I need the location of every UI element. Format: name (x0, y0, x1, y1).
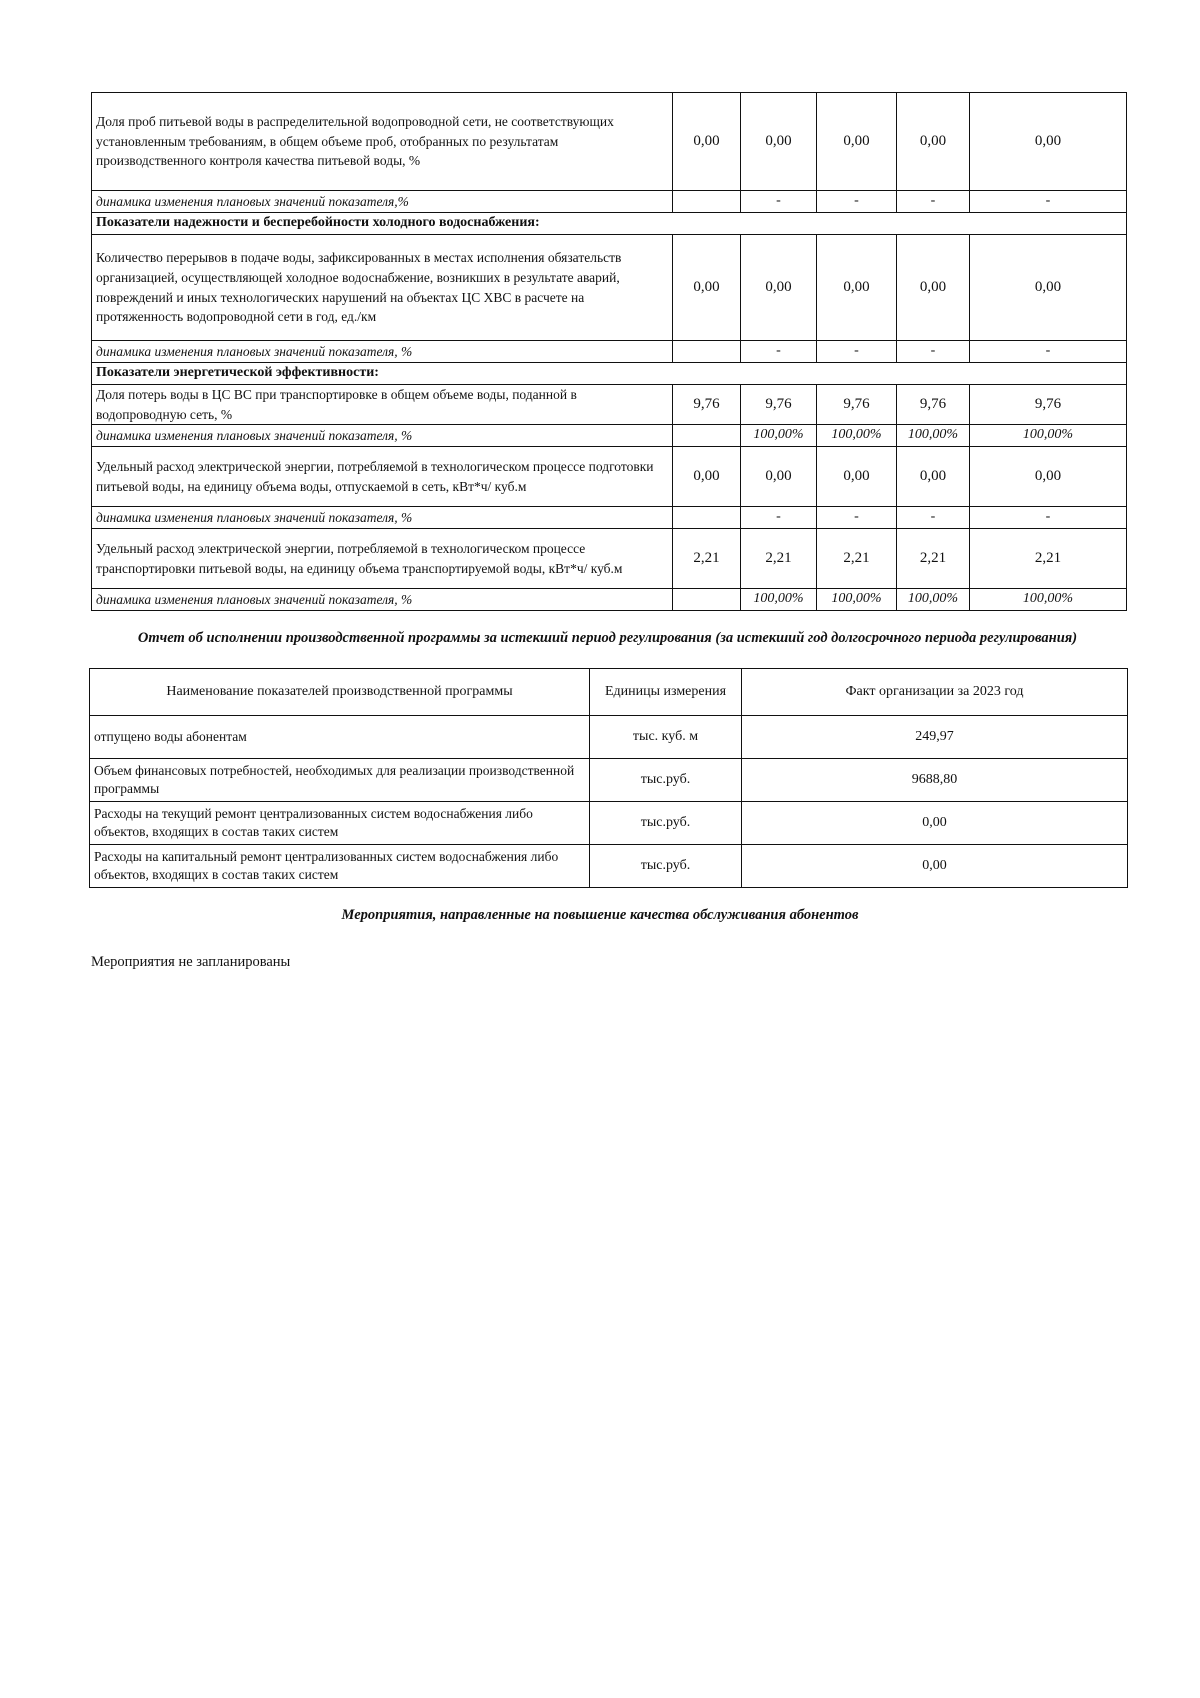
indicator-value: - (817, 191, 897, 213)
indicator-value: 0,00 (970, 447, 1127, 507)
indicator-value: 2,21 (673, 529, 741, 589)
header-unit: Единицы измерения (590, 669, 742, 716)
indicator-value: 2,21 (897, 529, 970, 589)
indicator-row (92, 529, 1127, 589)
indicator-value (673, 589, 741, 611)
section-row (92, 213, 1127, 235)
indicator-value: 0,00 (817, 447, 897, 507)
indicator-value: 0,00 (673, 93, 741, 191)
indicator-value: - (741, 507, 817, 529)
report-row-unit: тыс.руб. (590, 759, 742, 802)
indicator-name: Доля проб питьевой воды в распределительной водопроводной сети, не соответствующих установленным требованиям, в общем объеме проб, отобранных по результатам производственного контроля качества питьевой воды, % (92, 93, 673, 191)
indicator-value: 0,00 (673, 235, 741, 341)
report-row-name: Объем финансовых потребностей, необходимых для реализации производственной программы (90, 759, 590, 802)
report-row-name: Расходы на капитальный ремонт централизованных систем водоснабжения либо объектов, входящих в состав таких систем (90, 845, 590, 888)
indicator-value: 0,00 (817, 235, 897, 341)
measures-title: Мероприятия, направленные на повышение качества обслуживания абонентов (341, 907, 859, 923)
indicator-value: 100,00% (817, 589, 897, 611)
header-fact: Факт организации за 2023 год (742, 669, 1128, 716)
indicator-value: 0,00 (817, 93, 897, 191)
report-table (89, 668, 1128, 888)
indicator-name: динамика изменения плановых значений показателя, % (92, 425, 673, 447)
indicator-name: динамика изменения плановых значений показателя, % (92, 507, 673, 529)
report-header-row (90, 669, 1128, 716)
report-row-name: Расходы на текущий ремонт централизованных систем водоснабжения либо объектов, входящих в состав таких систем (90, 802, 590, 845)
indicator-value: 9,76 (817, 385, 897, 425)
indicator-value: 100,00% (817, 425, 897, 447)
indicator-value: 0,00 (897, 93, 970, 191)
report-row (90, 759, 1128, 802)
indicator-value: 100,00% (970, 589, 1127, 611)
indicator-value: 2,21 (970, 529, 1127, 589)
indicator-name: Количество перерывов в подаче воды, зафиксированных в местах исполнения обязательств организацией, осуществляющей холодное водоснабжение, возникших в результате аварий, повреждений и иных технологических нарушений на объектах ЦС ХВС в расчете на протяженность водопроводной сети в год, ед./км (92, 235, 673, 341)
report-row (90, 716, 1128, 759)
indicator-value: 0,00 (673, 447, 741, 507)
indicator-value: 0,00 (741, 93, 817, 191)
report-row-value: 0,00 (742, 845, 1128, 888)
indicator-name: динамика изменения плановых значений показателя, % (92, 589, 673, 611)
report-row (90, 802, 1128, 845)
indicator-value (673, 425, 741, 447)
indicator-value (673, 341, 741, 363)
indicator-value: - (741, 191, 817, 213)
report-row-unit: тыс. куб. м (590, 716, 742, 759)
header-name: Наименование показателей производственной программы (90, 669, 590, 716)
indicator-name: Доля потерь воды в ЦС ВС при транспортировке в общем объеме воды, поданной в водопроводную сеть, % (92, 385, 673, 425)
report-row-name: отпущено воды абонентам (90, 716, 590, 759)
indicator-value: - (970, 341, 1127, 363)
section-title: Показатели энергетической эффективности: (92, 363, 1127, 385)
indicator-value: - (817, 507, 897, 529)
indicator-name: Удельный расход электрической энергии, потребляемой в технологическом процессе транспортировки питьевой воды, на единицу объема транспортируемой воды, кВт*ч/ куб.м (92, 529, 673, 589)
indicator-value (673, 507, 741, 529)
indicator-value: 100,00% (741, 425, 817, 447)
measures-text: Мероприятия не запланированы (91, 954, 291, 970)
indicator-value: 9,76 (897, 385, 970, 425)
indicator-value: 0,00 (897, 447, 970, 507)
indicator-value: - (817, 341, 897, 363)
section-title: Показатели надежности и бесперебойности холодного водоснабжения: (92, 213, 1127, 235)
indicators-table (91, 92, 1127, 611)
indicator-value: 9,76 (673, 385, 741, 425)
indicator-row (92, 385, 1127, 425)
indicator-value: - (897, 341, 970, 363)
indicator-value: 0,00 (897, 235, 970, 341)
indicator-value: - (897, 191, 970, 213)
indicator-row (92, 93, 1127, 191)
indicator-value: 2,21 (817, 529, 897, 589)
indicator-value: 100,00% (970, 425, 1127, 447)
indicator-value: - (741, 341, 817, 363)
dynamics-row (92, 191, 1127, 213)
indicator-name: Удельный расход электрической энергии, потребляемой в технологическом процессе подготовки питьевой воды, на единицу объема воды, отпускаемой в сеть, кВт*ч/ куб.м (92, 447, 673, 507)
indicator-value: 0,00 (741, 447, 817, 507)
indicator-row (92, 235, 1127, 341)
dynamics-row (92, 507, 1127, 529)
report-title: Отчет об исполнении производственной программы за истекший период регулирования (за истекший год долгосрочного периода регулирования) (137, 630, 1078, 646)
report-row-value: 249,97 (742, 716, 1128, 759)
dynamics-row (92, 425, 1127, 447)
indicator-value (673, 191, 741, 213)
report-row-value: 9688,80 (742, 759, 1128, 802)
report-row-value: 0,00 (742, 802, 1128, 845)
report-row-unit: тыс.руб. (590, 802, 742, 845)
indicator-value: - (970, 507, 1127, 529)
indicator-name: динамика изменения плановых значений показателя,% (92, 191, 673, 213)
indicator-value: 2,21 (741, 529, 817, 589)
indicator-value: - (970, 191, 1127, 213)
indicator-row (92, 447, 1127, 507)
section-row (92, 363, 1127, 385)
indicator-value: 0,00 (970, 235, 1127, 341)
indicator-name: динамика изменения плановых значений показателя, % (92, 341, 673, 363)
indicator-value: 9,76 (970, 385, 1127, 425)
dynamics-row (92, 589, 1127, 611)
indicator-value: 9,76 (741, 385, 817, 425)
indicator-value: - (897, 507, 970, 529)
indicator-value: 100,00% (897, 589, 970, 611)
indicator-value: 100,00% (741, 589, 817, 611)
indicator-value: 0,00 (741, 235, 817, 341)
report-row (90, 845, 1128, 888)
dynamics-row (92, 341, 1127, 363)
report-row-unit: тыс.руб. (590, 845, 742, 888)
indicator-value: 100,00% (897, 425, 970, 447)
indicator-value: 0,00 (970, 93, 1127, 191)
